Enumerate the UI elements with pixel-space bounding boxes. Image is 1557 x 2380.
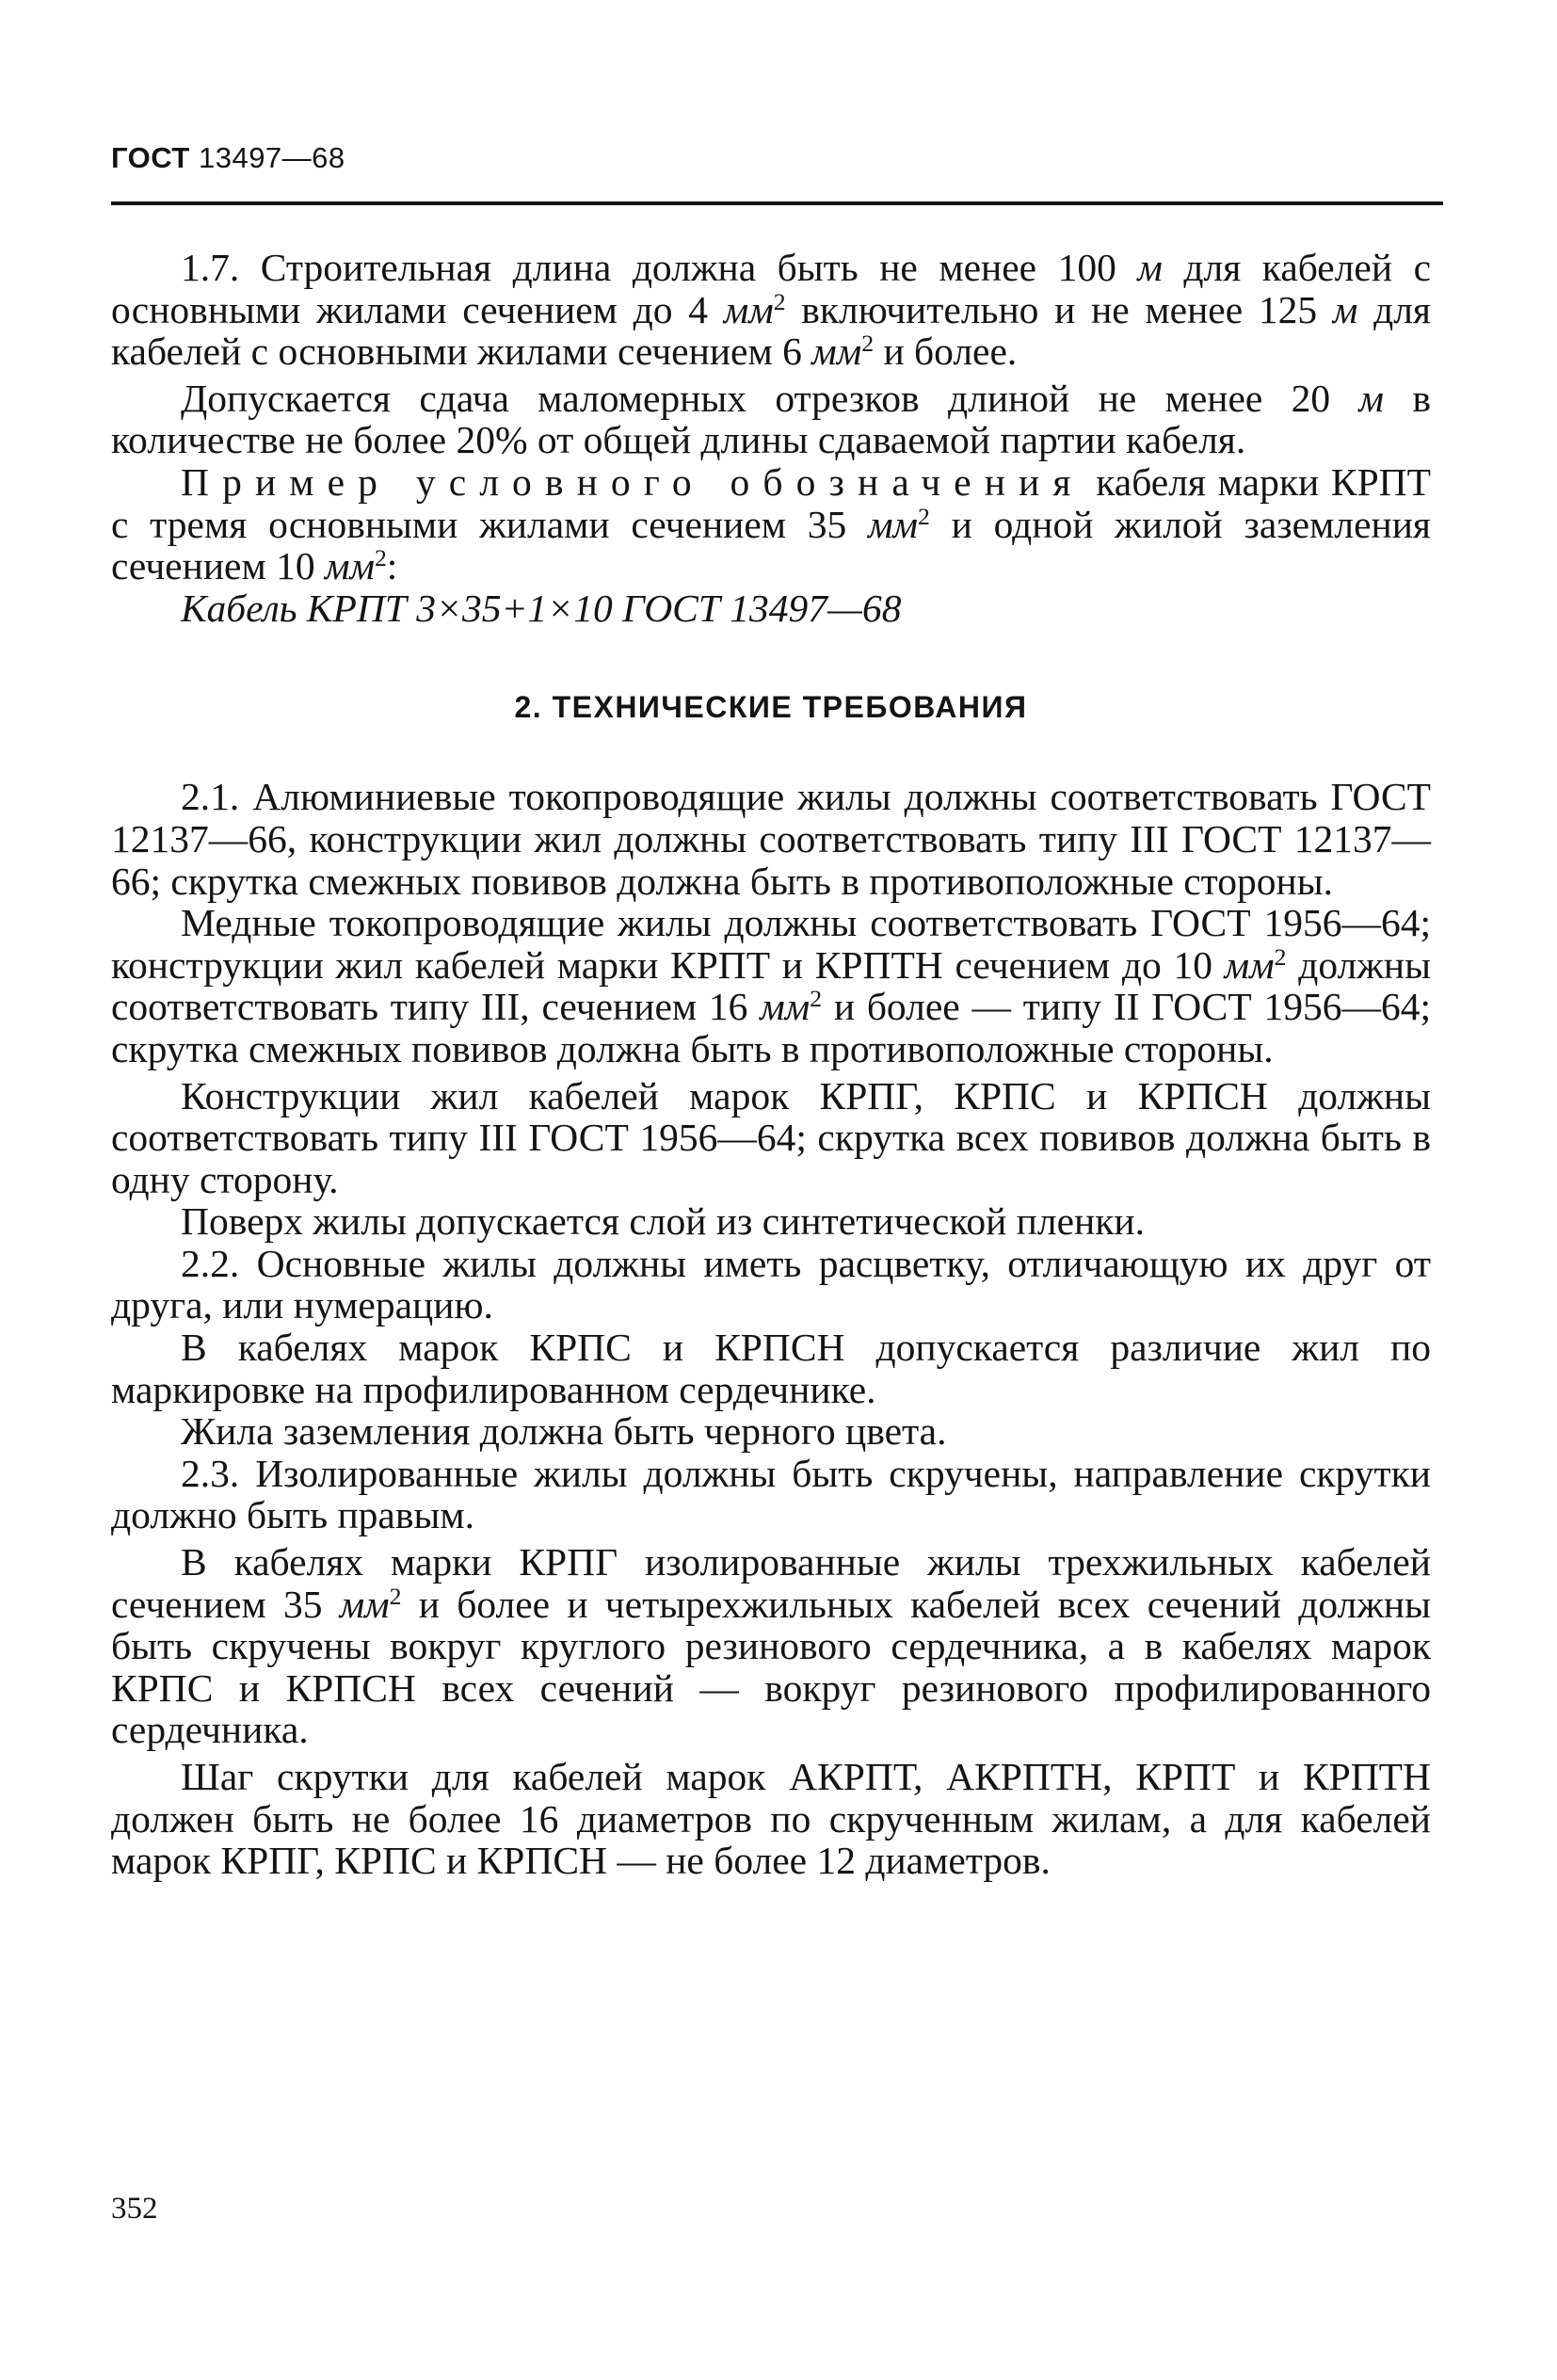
section-heading: 2. ТЕХНИЧЕСКИЕ ТРЕБОВАНИЯ xyxy=(514,690,1028,725)
designation-example-intro: Пример условного обозначения кабеля марки КРПТ с тремя основными жилами сечением 35 $мм^2$ и одной жилой заземления сечением 10 $мм^2$: xyxy=(111,459,1432,588)
running-header xyxy=(111,141,345,175)
copper-conductors-paragraph: Медные токопроводящие жилы должны соответствовать ГОСТ 1956—64; конструкции жил кабелей марки КРПТ и КРПТН сечением до 10 $мм^2$ должны соответствовать типу III, сечением 16 $мм^2$ и более — типу II ГОСТ 1956—64; скрутка смежных повивов должна быть в противоположные стороны. xyxy=(111,901,1432,1070)
clause-2-1-aluminium-conductors: 2.1. Алюминиевые токопроводящие жилы должны соответствовать ГОСТ 12137—66, конструкции жил должны соответствовать типу III ГОСТ 12137—66; скрутка смежных повивов должна быть в противоположные стороны. xyxy=(111,775,1431,903)
section-2-body xyxy=(111,776,1431,1881)
unit-italic: мм xyxy=(1224,942,1275,987)
superscript: 2 xyxy=(861,330,875,358)
unit-italic: мм xyxy=(811,330,862,374)
unit-italic: м xyxy=(1137,246,1163,289)
standard-number: 13497—68 xyxy=(198,141,345,174)
unit-italic: м xyxy=(1358,376,1385,420)
core-marking-paragraph: В кабелях марок КРПС и КРПСН допускается различие жил по маркировке на профилированном сердечнике. xyxy=(111,1326,1431,1411)
superscript: 2 xyxy=(773,287,786,315)
superscript: 2 xyxy=(1274,942,1287,971)
core-stranding-paragraph: В кабелях марки КРПГ изолированные жилы трехжильных кабелей сечением 35 $мм^2$ и более и четырехжильных кабелей всех сечений должны быть скручены вокруг круглого резинового сердечника, а в кабелях марок КРПС и КРПСН всех сечений — вокруг резинового профилированного сердечника. xyxy=(111,1540,1431,1752)
superscript: 2 xyxy=(918,502,930,530)
conductor-construction-paragraph: Конструкции жил кабелей марок КРПГ, КРПС и КРПСН должны соответствовать типу III ГОСТ 1956—64; скрутка всех повивов должна быть в одну сторону. xyxy=(111,1073,1431,1201)
superscript: 2 xyxy=(810,985,823,1013)
body-text xyxy=(111,247,1431,1882)
clause-2-3-twisting: 2.3. Изолированные жилы должны быть скручены, направление скрутки должно быть правым. xyxy=(111,1451,1431,1537)
unit-italic: мм xyxy=(324,544,375,588)
clause-1-7-paragraph: 1.7. Строительная длина должна быть не менее 100 м для кабелей с основными жилами сечением до 4 $мм^2$ включительно и не менее 125 м для кабелей с основными жилами сечением 6 $мм^2$ и более. xyxy=(111,246,1431,374)
clause-2-2-colouring: 2.2. Основные жилы должны иметь расцветку, отличающую их друг от друга, или нумерацию. xyxy=(111,1241,1431,1327)
designation-example: Кабель КРПТ 3×35+1×10 ГОСТ 13497—68 xyxy=(181,586,902,630)
header-rule xyxy=(111,201,1443,205)
unit-italic: м xyxy=(1332,287,1358,331)
page-number: 352 xyxy=(111,2192,158,2226)
lay-length-paragraph: Шаг скрутки для кабелей марок АКРПТ, АКРПТН, КРПТ и КРПТН должен быть не более 16 диаметров по скрученным жилам, а для кабелей марок КРПГ, КРПС и КРПСН — не более 12 диаметров. xyxy=(111,1755,1431,1883)
unit-italic: мм xyxy=(339,1582,390,1626)
clause-1-7-short-lengths-paragraph: Допускается сдача маломерных отрезков длиной не менее 20 м в количестве не более 20% от общей длины сдаваемой партии кабеля. xyxy=(111,376,1431,462)
unit-italic: мм xyxy=(723,287,774,331)
earth-core-colour-paragraph: Жила заземления должна быть черного цвета. xyxy=(181,1409,947,1454)
superscript: 2 xyxy=(389,1582,402,1610)
standard-label: ГОСТ xyxy=(111,141,190,174)
spaced-emphasis: Пример условного обозначения xyxy=(181,459,1084,504)
superscript: 2 xyxy=(374,544,387,572)
unit-italic: мм xyxy=(760,985,811,1029)
synthetic-film-paragraph: Поверх жилы допускается слой из синтетической пленки. xyxy=(181,1199,1145,1244)
unit-italic: мм xyxy=(868,502,919,546)
